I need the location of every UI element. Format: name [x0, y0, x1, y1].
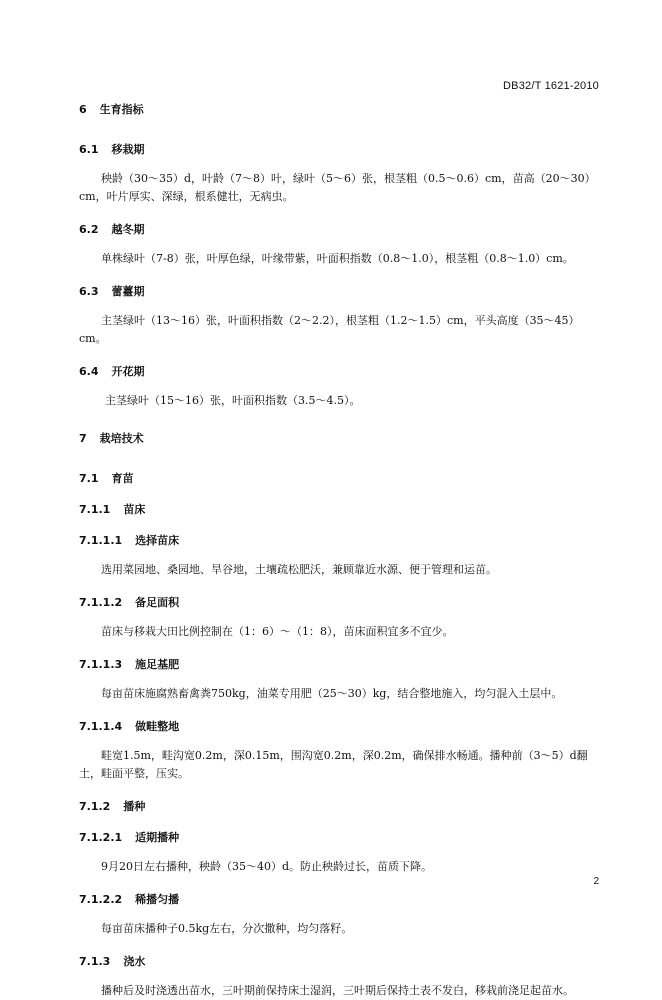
- subsection-number: 7.1: [79, 472, 99, 485]
- subsection-title: 移栽期: [111, 143, 145, 156]
- subsection-heading: [79, 470, 599, 486]
- subsection-number: 7.1.3: [79, 955, 111, 968]
- page-number: 2: [593, 876, 599, 887]
- subsection-number: 7.1.1.4: [79, 720, 123, 733]
- subsection-heading: [79, 718, 599, 734]
- subsection-number: 6.2: [79, 223, 99, 236]
- subsection-title: 开花期: [111, 365, 145, 378]
- subsection-heading: [79, 141, 599, 157]
- paragraph: 畦宽1.5m，畦沟宽0.2m，深0.15m，围沟宽0.2m，深0.2m，确保排水畅通。播种前（3～5）d翻土，畦面平整，压实。: [79, 749, 588, 780]
- paragraph: 每亩苗床播种子0.5kg左右，分次撒种，均匀落籽。: [101, 922, 353, 935]
- subsection-heading: [79, 953, 599, 969]
- document-code: DB32/T 1621-2010: [503, 80, 599, 92]
- paragraph: 秧龄（30～35）d，叶龄（7～8）叶，绿叶（5～6）张，根茎粗（0.5～0.6）cm，苗高（20～30）cm，叶片厚实、深绿，根系健壮，无病虫。: [79, 172, 596, 203]
- paragraph: 主茎绿叶（13～16）张，叶面积指数（2～2.2），根茎粗（1.2～1.5）cm，平头高度（35～45）cm。: [79, 314, 580, 345]
- subsection-number: 6.1: [79, 143, 99, 156]
- subsection-title: 越冬期: [111, 223, 145, 236]
- subsection-title: 浇水: [123, 955, 146, 968]
- subsection-heading: [79, 363, 599, 379]
- section-title: 栽培技术: [99, 432, 144, 445]
- subsection-title: 适期播种: [135, 831, 180, 844]
- subsection-heading: [79, 532, 599, 548]
- subsection-title: 蕾薹期: [111, 285, 145, 298]
- subsection-title: 备足面积: [135, 596, 180, 609]
- document-body: [79, 101, 599, 1000]
- paragraph: 主茎绿叶（15～16）张，叶面积指数（3.5～4.5）。: [105, 394, 361, 407]
- subsection-heading: [79, 829, 599, 845]
- subsection-heading: [79, 798, 599, 814]
- paragraph: 每亩苗床施腐熟畜禽粪750kg，油菜专用肥（25～30）kg，结合整地施入，均匀混入土层中。: [101, 687, 563, 700]
- subsection-number: 7.1.1: [79, 503, 111, 516]
- subsection-title: 育苗: [111, 472, 134, 485]
- subsection-title: 施足基肥: [135, 658, 180, 671]
- subsection-number: 7.1.1.2: [79, 596, 123, 609]
- subsection-heading: [79, 221, 599, 237]
- subsection-title: 做畦整地: [135, 720, 180, 733]
- section-heading: [79, 430, 599, 446]
- subsection-number: 7.1.2.2: [79, 893, 123, 906]
- subsection-heading: [79, 891, 599, 907]
- subsection-title: 选择苗床: [135, 534, 180, 547]
- subsection-number: 6.4: [79, 365, 99, 378]
- section-heading: [79, 101, 599, 117]
- subsection-heading: [79, 501, 599, 517]
- paragraph: 苗床与移栽大田比例控制在（1：6）～（1：8），苗床面积宜多不宜少。: [101, 625, 454, 638]
- section-title: 生育指标: [99, 103, 144, 116]
- paragraph: 选用菜园地、桑园地、旱谷地，土壤疏松肥沃，兼顾靠近水源、便于管理和运苗。: [101, 563, 497, 576]
- subsection-heading: [79, 283, 599, 299]
- subsection-heading: [79, 656, 599, 672]
- subsection-number: 7.1.2.1: [79, 831, 123, 844]
- subsection-number: 6.3: [79, 285, 99, 298]
- section-number: 7: [79, 432, 87, 445]
- subsection-title: 稀播匀播: [135, 893, 180, 906]
- paragraph: 单株绿叶（7-8）张，叶厚色绿，叶缘带紫，叶面积指数（0.8～1.0），根茎粗（0.8～1.0）cm。: [101, 252, 574, 265]
- section-number: 6: [79, 103, 87, 116]
- paragraph: 播种后及时浇透出苗水，三叶期前保持床土湿润，三叶期后保持土表不发白，移栽前浇足起苗水。: [101, 984, 574, 997]
- subsection-number: 7.1.1.3: [79, 658, 123, 671]
- subsection-number: 7.1.1.1: [79, 534, 123, 547]
- subsection-heading: [79, 594, 599, 610]
- subsection-title: 播种: [123, 800, 146, 813]
- subsection-number: 7.1.2: [79, 800, 111, 813]
- subsection-title: 苗床: [123, 503, 146, 516]
- paragraph: 9月20日左右播种，秧龄（35～40）d。防止秧龄过长，苗质下降。: [101, 860, 433, 873]
